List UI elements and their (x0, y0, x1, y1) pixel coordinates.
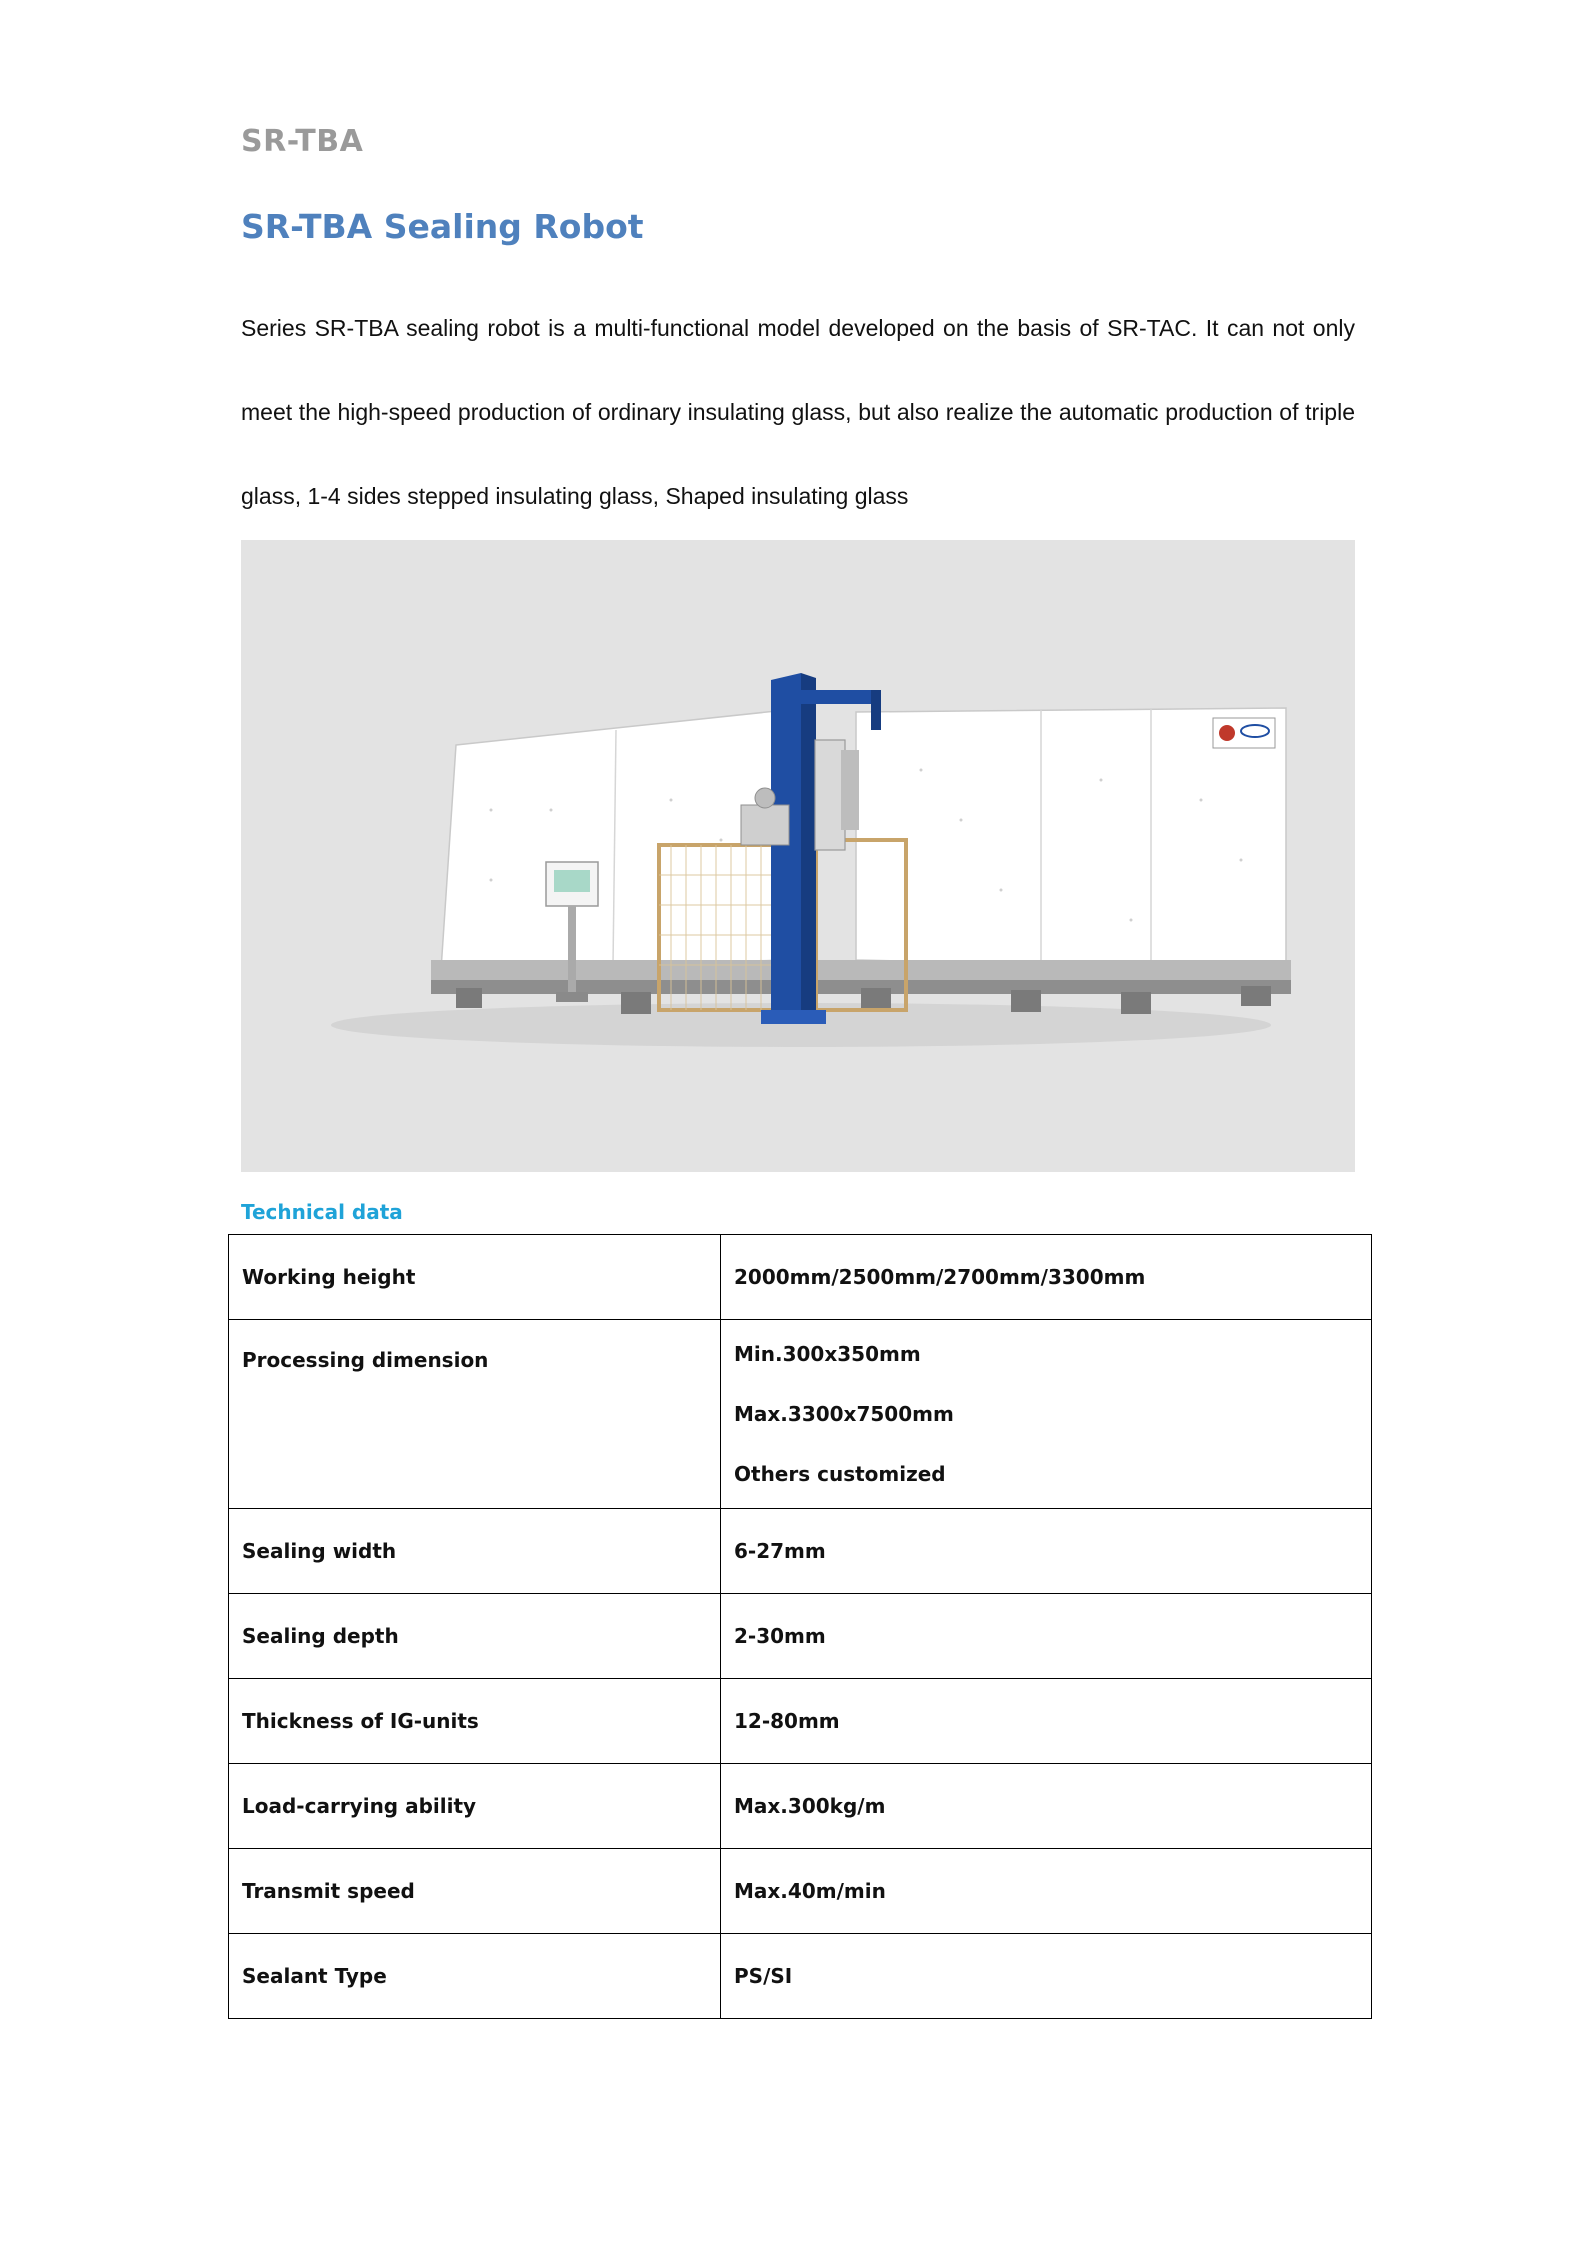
parameter-value: 2000mm/2500mm/2700mm/3300mm (721, 1235, 1372, 1320)
parameter-value (721, 1320, 1372, 1509)
parameter-name: Thickness of IG-units (229, 1679, 721, 1764)
parameter-name: Load-carrying ability (229, 1764, 721, 1849)
table-row (229, 1764, 1372, 1849)
value-line: Others customized (734, 1462, 946, 1486)
table-row (229, 1934, 1372, 2019)
product-description: Series SR-TBA sealing robot is a multi-functional model developed on the basis of SR-TAC. It can not only meet the high-speed production of ordinary insulating glass, but also realize the automatic production of triple glass, 1-4 sides stepped insulating glass, Shaped insulating glass (241, 315, 1355, 509)
value-line: Max.3300x7500mm (734, 1402, 954, 1426)
parameter-value: 2-30mm (721, 1594, 1372, 1679)
parameter-name: Processing dimension (229, 1320, 721, 1509)
parameter-name: Sealant Type (229, 1934, 721, 2019)
table-row (229, 1320, 1372, 1509)
document-code: SR-TBA (241, 124, 364, 159)
parameter-value: PS/SI (721, 1934, 1372, 2019)
table-row (229, 1849, 1372, 1934)
document-title: SR-TBA Sealing Robot (241, 207, 644, 246)
parameter-name: Sealing width (229, 1509, 721, 1594)
table-row (229, 1594, 1372, 1679)
parameter-name: Working height (229, 1235, 721, 1320)
table-row (229, 1235, 1372, 1320)
parameter-name: Sealing depth (229, 1594, 721, 1679)
machine-illustration (241, 540, 1355, 1172)
table-row (229, 1679, 1372, 1764)
parameter-value: Max.40m/min (721, 1849, 1372, 1934)
technical-data-table (228, 1234, 1372, 2019)
parameter-value: 6-27mm (721, 1509, 1372, 1594)
parameter-name: Transmit speed (229, 1849, 721, 1934)
value-line: Min.300x350mm (734, 1342, 921, 1366)
technical-data-label: Technical data (241, 1200, 403, 1224)
parameter-value: Max.300kg/m (721, 1764, 1372, 1849)
table-row (229, 1509, 1372, 1594)
parameter-value: 12-80mm (721, 1679, 1372, 1764)
machine-photo (241, 540, 1355, 1172)
